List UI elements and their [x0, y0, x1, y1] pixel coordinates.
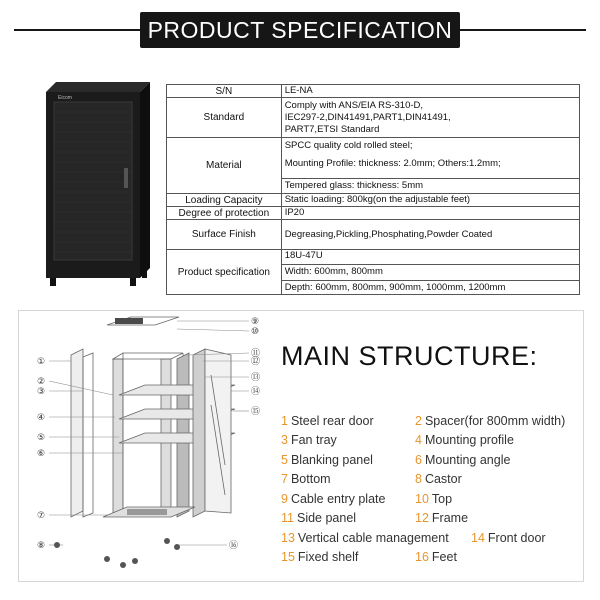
callout-1: ① — [37, 357, 46, 367]
spec-key: S/N — [167, 85, 282, 98]
legend-item: 15 Fixed shelf — [281, 550, 359, 565]
cabinet-photo — [38, 78, 156, 288]
spec-row-standard — [167, 98, 580, 138]
legend-item: 3 Fan tray — [281, 433, 337, 448]
exploded-diagram — [27, 315, 271, 577]
callout-16: ⑯ — [229, 541, 239, 551]
legend-row — [281, 450, 581, 470]
legend-item: 8 Castor — [415, 472, 462, 487]
callout-9: ⑨ — [251, 317, 260, 327]
spec-value: LE-NA — [281, 85, 579, 98]
banner-rule-right — [458, 29, 586, 31]
spec-value: SPCC quality cold rolled steel; Mounting Profile: thickness: 2.0mm; Others:1.2mm; Tempered glass: thickness: 5mm — [281, 138, 579, 194]
spec-key: Product specification — [167, 250, 282, 295]
legend-item: 7 Bottom — [281, 472, 331, 487]
callout-15: ⑮ — [251, 407, 261, 417]
legend-item: 16 Feet — [415, 550, 457, 565]
callout-7: ⑦ — [37, 511, 46, 521]
legend-item: 6 Mounting angle — [415, 452, 511, 467]
spec-value: Degreasing,Pickling,Phosphating,Powder Coated — [281, 220, 579, 250]
callout-12: ⑫ — [251, 357, 261, 367]
spec-row-product — [167, 250, 580, 295]
spec-key: Degree of protection — [167, 207, 282, 220]
callout-3: ③ — [37, 387, 46, 397]
legend-row — [281, 509, 581, 529]
spec-value: IP20 — [281, 207, 579, 220]
legend-row — [281, 489, 581, 509]
spec-value: Comply with ANS/EIA RS-310-D, IEC297-2,DIN41491,PART1,DIN41491, PART7,ETSI Standard — [281, 98, 579, 138]
main-structure-panel — [18, 310, 584, 582]
banner-rule-left — [14, 29, 142, 31]
spec-value: 18U-47U Width: 600mm, 800mm Depth: 600mm, 800mm, 900mm, 1000mm, 1200mm — [281, 250, 579, 295]
callout-10: ⑩ — [251, 327, 260, 337]
legend-row — [281, 528, 581, 548]
callout-6: ⑥ — [37, 449, 46, 459]
spec-row-sn — [167, 85, 580, 98]
header-banner — [0, 12, 600, 48]
spec-row-protection — [167, 207, 580, 220]
legend-row — [281, 411, 581, 431]
spec-row-loading — [167, 194, 580, 207]
spec-table — [166, 84, 580, 295]
spec-row-finish — [167, 220, 580, 250]
structure-legend — [281, 411, 581, 567]
spec-key: Material — [167, 138, 282, 194]
legend-item: 12 Frame — [415, 511, 469, 526]
legend-row — [281, 470, 581, 490]
callout-4: ④ — [37, 413, 46, 423]
callout-5: ⑤ — [37, 433, 46, 443]
page-title: PRODUCT SPECIFICATION — [147, 16, 453, 43]
spec-value: Static loading: 800kg(on the adjustable feet) — [281, 194, 579, 207]
structure-title: MAIN STRUCTURE: — [281, 341, 538, 371]
legend-item: 2 Spacer(for 800mm width) — [415, 413, 566, 428]
legend-row — [281, 431, 581, 451]
legend-item: 5 Blanking panel — [281, 452, 373, 467]
callout-11: ⑪ — [251, 349, 261, 359]
legend-item: 14 Front door — [471, 530, 546, 545]
callout-8: ⑧ — [37, 541, 46, 551]
callout-13: ⑬ — [251, 373, 261, 383]
brand-mark: Eicom — [58, 95, 72, 101]
spec-key: Loading Capacity — [167, 194, 282, 207]
callout-2: ② — [37, 377, 46, 387]
legend-item: 11 Side panel — [281, 511, 357, 526]
spec-key: Standard — [167, 98, 282, 138]
legend-item: 9 Cable entry plate — [281, 491, 386, 506]
spec-key: Surface Finish — [167, 220, 282, 250]
callout-14: ⑭ — [251, 387, 261, 397]
spec-row-material — [167, 138, 580, 194]
legend-item: 4 Mounting profile — [415, 433, 514, 448]
legend-item: 10 Top — [415, 491, 453, 506]
legend-item: 1 Steel rear door — [281, 413, 374, 428]
legend-item: 13 Vertical cable management — [281, 530, 449, 545]
legend-row — [281, 548, 581, 568]
